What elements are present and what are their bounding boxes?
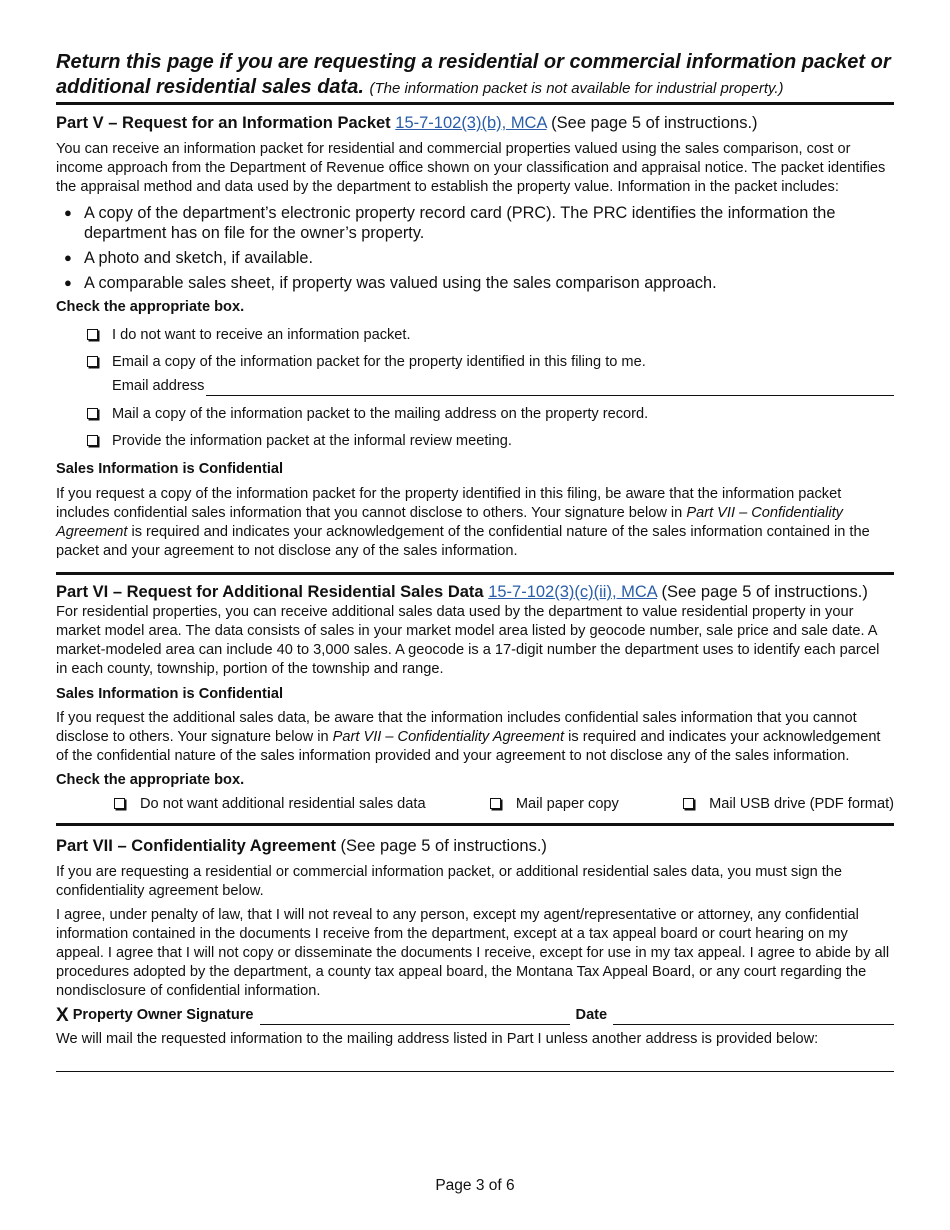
- part5-heading: Part V – Request for an Information Packet 15-7-102(3)(b), MCA (See page 5 of instructions.): [56, 114, 758, 132]
- part5-intro: You can receive an information packet for residential and commercial properties valued using the sales comparison, cost or income approach from the Department of Revenue office shown on your classification and appraisal notice. The packet identifies the appraisal method and data used by the department to establish the property value. Information in the packet includes:: [56, 141, 886, 195]
- option-no-sales-data: Do not want additional residential sales data: [114, 795, 426, 814]
- part6-confidential-text: If you request the additional sales data, be aware that the information includes confidential sales information that you cannot disclose to others. Your signature below in Part VII – Confidentiality Agreement is required and indicates your acknowledgement of the confidential nature of the sales information provided and your agreement to not disclose any of the sales information.: [56, 710, 881, 764]
- option-mail-packet: Mail a copy of the information packet to the mailing address on the property record.: [56, 405, 894, 424]
- part6-mca-link[interactable]: 15-7-102(3)(c)(ii), MCA: [488, 583, 657, 601]
- date-label: Date: [575, 1007, 608, 1023]
- divider: [56, 823, 894, 826]
- part6-intro: For residential properties, you can receive additional sales data used by the department to value residential property in your market model area. The data consists of sales in your market model area listed by geocode number, sale price and sale date. A market-modeled area can include 40 to 3,000 sales. A geocode is a 17-digit number the department uses to identify each parcel in each county, township, portion of the township and range.: [56, 604, 880, 677]
- list-item: ● A copy of the department’s electronic property record card (PRC). The PRC identifies the information the department has on file for the owner’s property.: [56, 203, 894, 243]
- email-input-line[interactable]: [206, 380, 894, 396]
- checkbox[interactable]: [490, 798, 501, 809]
- list-item: ● A photo and sketch, if available.: [56, 248, 894, 268]
- mail-note: We will mail the requested information to the mailing address listed in Part I unless another address is provided below:: [56, 1031, 819, 1047]
- signature-label: Property Owner Signature: [72, 1007, 254, 1023]
- option-email-packet: Email a copy of the information packet for the property identified in this filing to me.: [56, 353, 894, 372]
- part6-confidential-heading: Sales Information is Confidential: [56, 686, 284, 702]
- checkbox[interactable]: [87, 435, 98, 446]
- part6-options: [56, 795, 894, 814]
- checkbox[interactable]: [87, 329, 98, 340]
- divider: [56, 102, 894, 105]
- email-label: Email address: [112, 378, 205, 394]
- option-mail-paper: Mail paper copy: [490, 795, 619, 814]
- checkbox[interactable]: [114, 798, 125, 809]
- divider: [56, 572, 894, 575]
- part5-check-label: Check the appropriate box.: [56, 299, 245, 315]
- email-field: [56, 377, 894, 396]
- part5-bullet-list: [56, 203, 894, 293]
- signature-x-mark: X: [56, 1005, 69, 1026]
- option-mail-usb: Mail USB drive (PDF format): [683, 795, 894, 814]
- title-note: (The information packet is not available for industrial property.): [369, 80, 784, 97]
- checkbox[interactable]: [683, 798, 694, 809]
- signature-field[interactable]: [260, 1009, 570, 1025]
- part7-heading: Part VII – Confidentiality Agreement (See page 5 of instructions.): [56, 837, 547, 855]
- option-review-meeting: Provide the information packet at the informal review meeting.: [56, 432, 894, 451]
- part6-heading: Part VI – Request for Additional Residential Sales Data 15-7-102(3)(c)(ii), MCA (See page 5 of instructions.): [56, 583, 868, 601]
- part5-confidential-text: If you request a copy of the information packet for the property identified in this filing, be aware that the information packet includes confidential sales information that you cannot disclose to others. Your signature below in Part VII – Confidentiality Agreement is required and indicates your acknowledgement of the confidential nature of the sales information contained in the packet and your agreement to not disclose any of the sales information.: [56, 486, 870, 559]
- signature-row: [56, 1006, 894, 1025]
- page-number: Page 3 of 6: [435, 1177, 515, 1194]
- checkbox[interactable]: [87, 408, 98, 419]
- page-title: Return this page if you are requesting a residential or commercial information packet or additional residential sales data. (The information packet is not available for industrial property.): [56, 51, 891, 98]
- part7-agreement: I agree, under penalty of law, that I will not reveal to any person, except my agent/representative or attorney, any confidential information contained in the documents I receive from the department, except at a tax appeal board or court hearing on my appeal. I agree that I will not copy or disseminate the documents I receive, except for use in my tax appeal. I agree to abide by all procedures adopted by the department, a county tax appeal board, the Montana Tax Appeal Board, or any court regarding the nondisclosure of confidential information.: [56, 907, 890, 999]
- part5-mca-link[interactable]: 15-7-102(3)(b), MCA: [395, 114, 547, 132]
- alternate-address-field[interactable]: [56, 1071, 894, 1072]
- part7-intro: If you are requesting a residential or commercial information packet, or additional residential sales data, you must sign the confidentiality agreement below.: [56, 864, 843, 899]
- part5-confidential-heading: Sales Information is Confidential: [56, 461, 284, 477]
- option-no-packet: I do not want to receive an information packet.: [56, 326, 894, 345]
- checkbox[interactable]: [87, 356, 98, 367]
- part6-check-label: Check the appropriate box.: [56, 772, 245, 788]
- list-item: ● A comparable sales sheet, if property was valued using the sales comparison approach.: [56, 273, 894, 293]
- date-field[interactable]: [613, 1009, 894, 1025]
